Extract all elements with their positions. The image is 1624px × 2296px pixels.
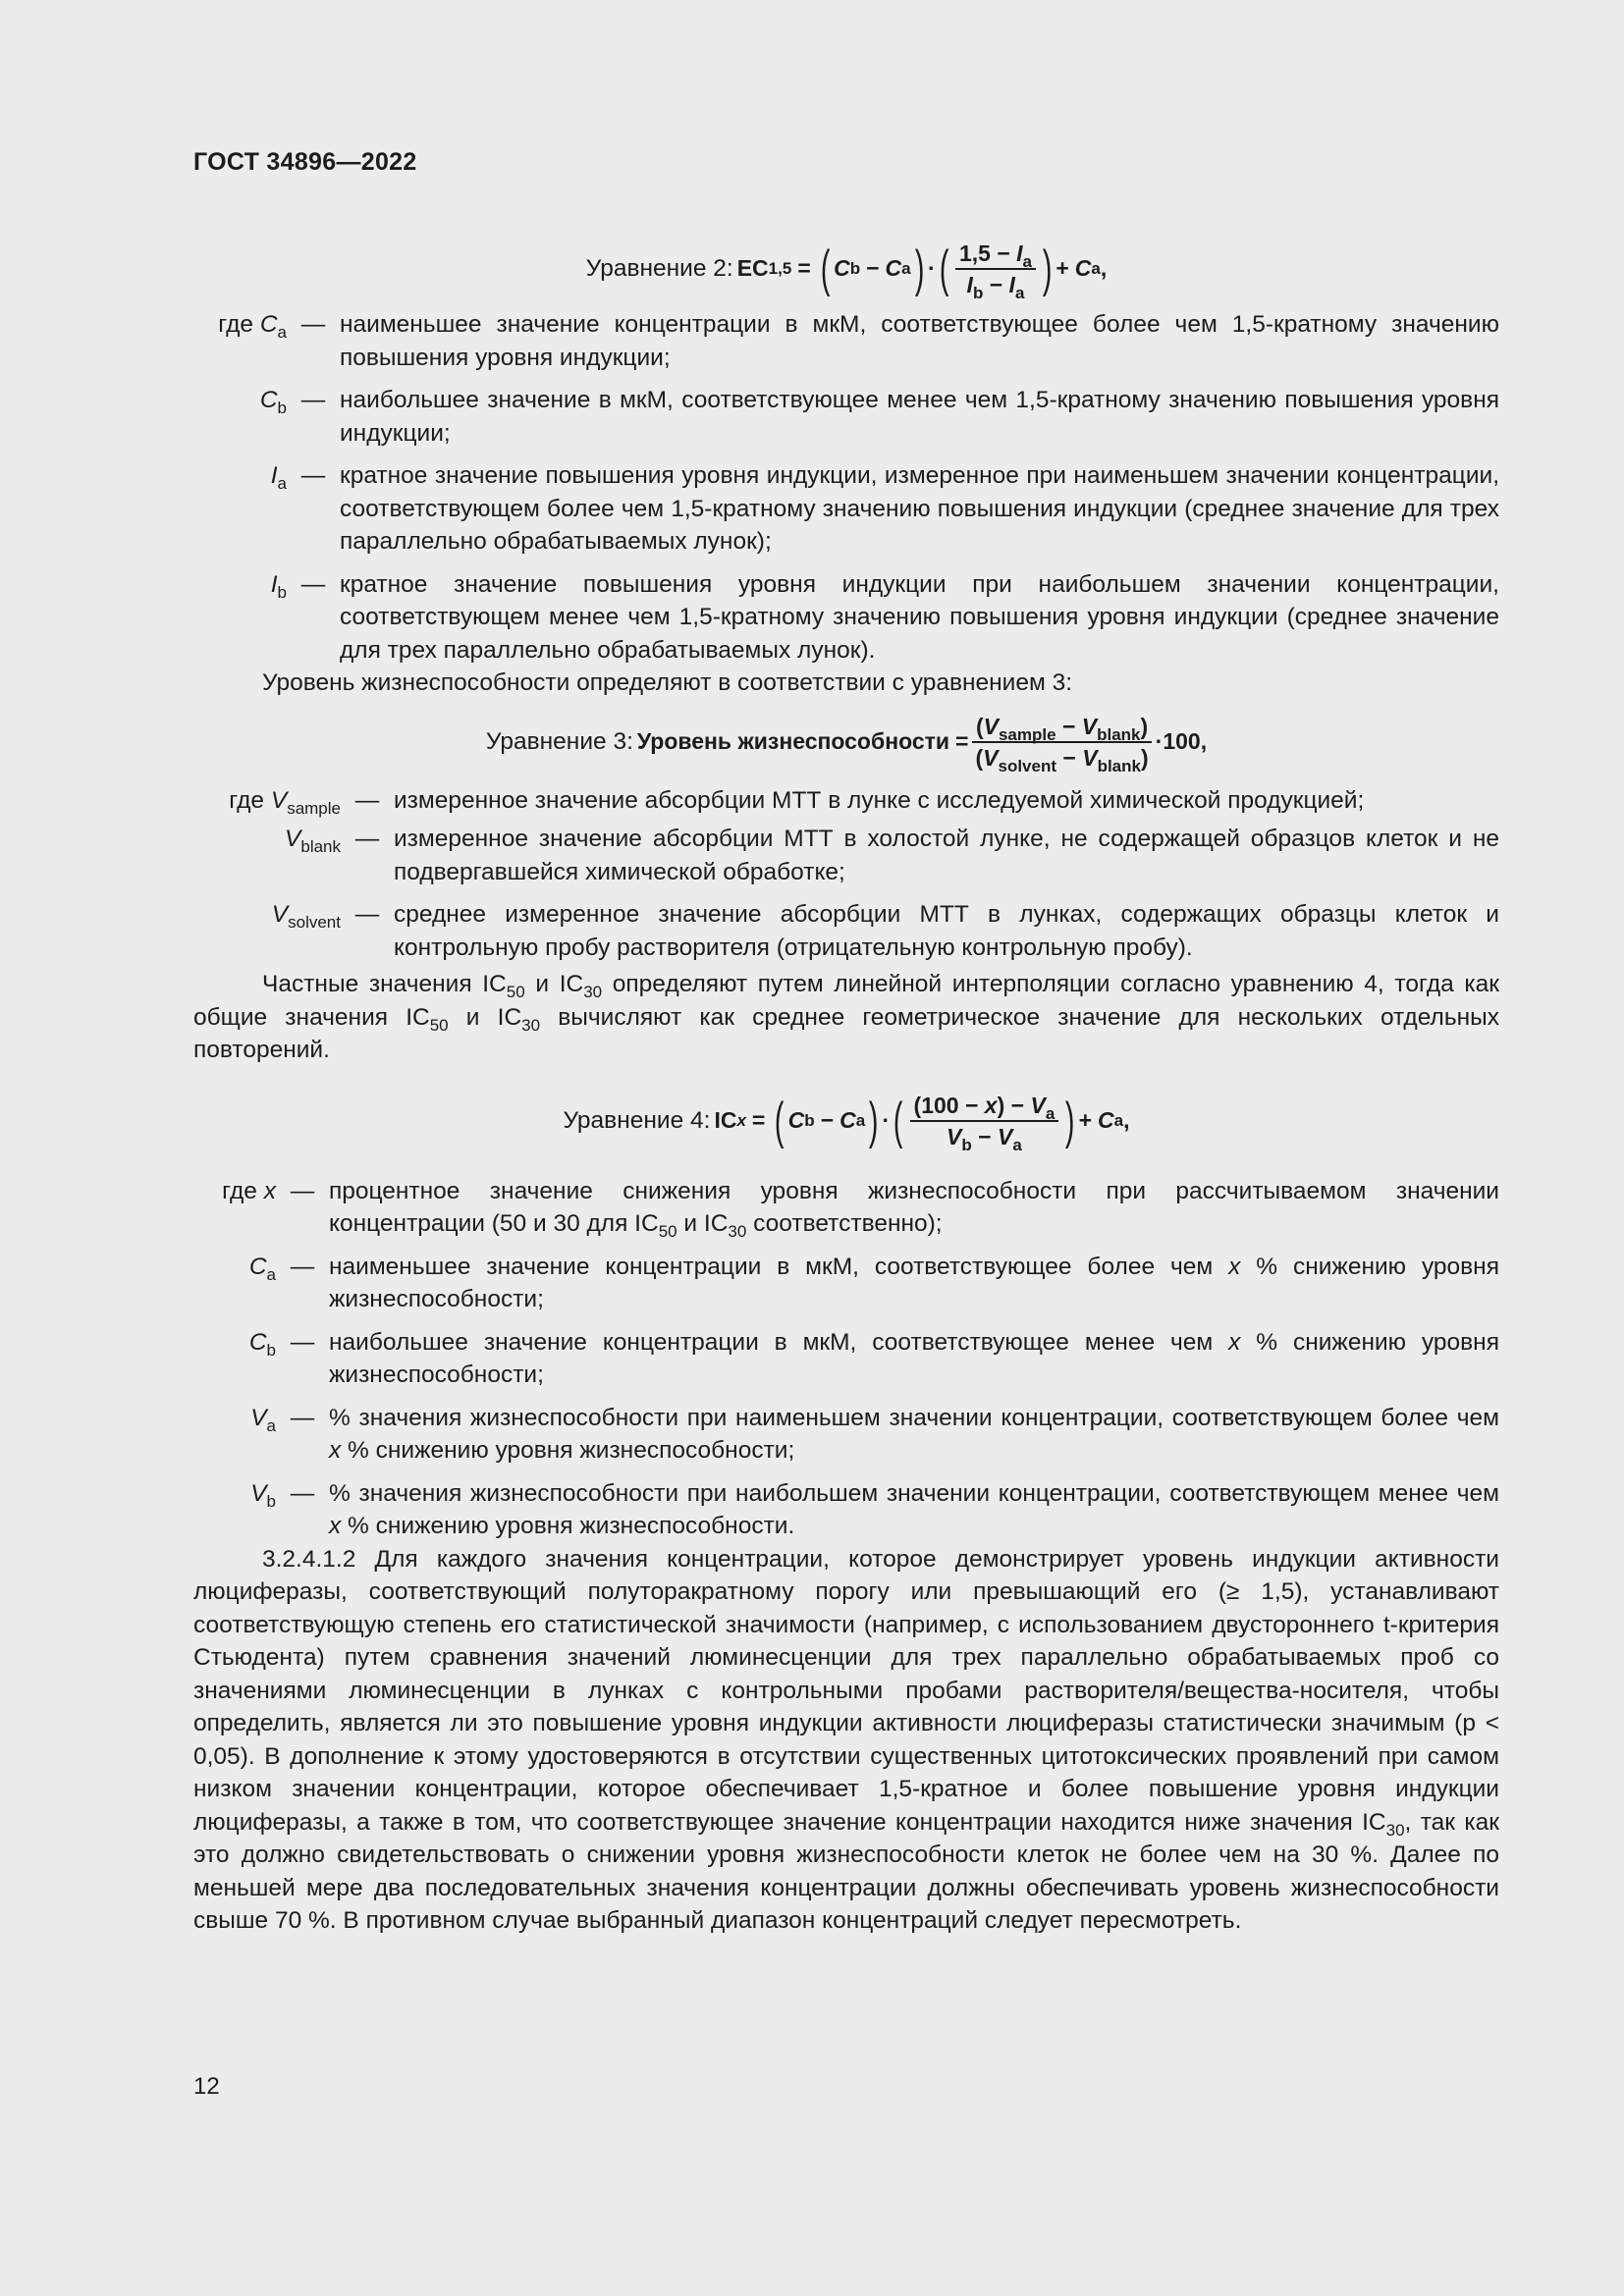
paragraph: Уровень жизнеспособности определяют в соответствии с уравнением 3: [262,669,1073,696]
equation-label: Уравнение 3: [485,727,633,755]
definition-item: $I_a$ — кратное значение повышения уровня индукции, измеренное при наименьшем значении концентрации, соответствующем более чем 1,5-кратному значению повышения индукции (среднее значение для трех параллельно обрабатываемых лунок); [270,462,1499,555]
definitions-eq2 [193,308,1499,667]
definition-item: $C_b$ — наибольшее значение в мкМ, соответствующее менее чем 1,5-кратному значению повышения уровня индукции; [259,387,1499,447]
definitions-eq4 [193,1175,1499,1543]
definition-item: $C_a$ — наименьшее значение концентрации в мкМ, соответствующее более чем x % снижению уровня жизнеспособности; [248,1253,1499,1312]
equation-3 [193,700,1499,784]
definition-item: где x — процентное значение снижения уровня жизнеспособности при рассчитываемом значении концентрации (50 и 30 для $IC_{50}$ и $IC_{30}$ соответственно); [222,1177,1499,1241]
definition-item: $V_a$ — % значения жизнеспособности при наименьшем значении концентрации, соответствующем более чем x % снижению уровня жизнеспособности; [250,1404,1499,1464]
fraction: $\frac{1,5 - I_a}{I_b - I_a}$ [955,240,1036,298]
page-content [193,234,1499,1938]
definition-item: $C_b$ — наибольшее значение концентрации в мкМ, соответствующее менее чем x % снижению уровня жизнеспособности; [248,1328,1499,1388]
definition-item: $V_{blank}$ — измеренное значение абсорбции МТТ в холостой лунке, не содержащей образцов клеток и не подвергавшейся химической обработке; [285,826,1499,885]
definitions-eq3 [193,784,1499,965]
equation-4 [193,1067,1499,1175]
definition-item: где $C_a$ — наименьшее значение концентрации в мкМ, соответствующее более чем 1,5-кратному значению повышения уровня индукции; [218,311,1499,371]
definition-item: $V_b$ — % значения жизнеспособности при наибольшем значении концентрации, соответствующем менее чем x % снижению уровня жизнеспособности. [250,1479,1499,1539]
document-code: ГОСТ 34896—2022 [193,148,417,176]
definition-item: $I_b$ — кратное значение повышения уровня индукции при наибольшем значении концентрации, соответствующем менее чем 1,5-кратному значению повышения уровня индукции (среднее значение для трех параллельно обрабатываемых лунок). [270,570,1499,664]
paragraph: Частные значения $IC_{50}$ и $IC_{30}$ определяют путем линейной интерполяции согласно уравнению 4, тогда как общие значения $IC_{50}$ и $IC_{30}$ вычисляют как среднее геометрическое значение для нескольких отдельных повторений. [193,971,1500,1063]
formula: IC x = ( C b − C a ) · ( $\frac{(100 - x) - V_a}{V_b - V_a}$ ) + C a , [714,1092,1130,1154]
definition-item: $V_{solvent}$ — среднее измеренное значение абсорбции МТТ в лунках, содержащих образцы клеток и контрольную пробу растворителя (отрицательную контрольную пробу). [271,901,1499,961]
paragraph-main: 3.2.4.1.2 Для каждого значения концентрации, которое демонстрирует уровень индукции активности люциферазы, соответствующий полуторакратному порогу или превышающий его (≥ 1,5), устанавливают соответствующую степень его статистической значимости (например, с использованием двустороннего t-критерия Стьюдента) путем сравнения значений люминесценции для трех параллельно обрабатываемых проб со значениями люминесценции в лунках с контрольными пробами растворителя/вещества-носителя, чтобы определить, является ли это повышение уровня индукции активности люциферазы статистически значимым (p < 0,05). В дополнение к этому удостоверяются в отсутствии существенных цитотоксических проявлений при самом низком значении концентрации, которое обеспечивает 1,5-кратное и более повышение уровня индукции люциферазы, а также в том, что соответствующее значение концентрации находится ниже значения $IC_{30}$, так как это должно свидетельствовать о снижении уровня жизнеспособности клеток не более чем на 30 %. Далее по меньшей мере два последовательных значения концентрации должны обеспечивать уровень жизнеспособности свыше 70 %. В противном случае выбранный диапазон концентраций следует пересмотреть. [193,1545,1499,1934]
definition-item: где $V_{sample}$ — измеренное значение абсорбции МТТ в лунке с исследуемой химической продукцией; [229,786,1365,818]
equation-label: Уравнение 4: [563,1106,711,1134]
fraction: $\frac{(100 - x) - V_a}{V_b - V_a}$ [910,1092,1059,1150]
formula: EC 1,5 = ( C b − C a ) · ( $\frac{1,5 - I_a}{I_b - I_a}$ ) + C a , [736,240,1108,302]
fraction: $\frac{(V_{sample} - V_{blank})}{(V_{solvent} - V_{blank})}$ [971,713,1152,772]
equation-2 [193,234,1499,304]
formula: Уровень жизнеспособности = $\frac{(V_{sample} - V_{blank})}{(V_{solvent} - V_{blank})}$ ·100, [636,713,1208,775]
page-number: 12 [193,2073,220,2100]
equation-label: Уравнение 2: [585,255,733,283]
